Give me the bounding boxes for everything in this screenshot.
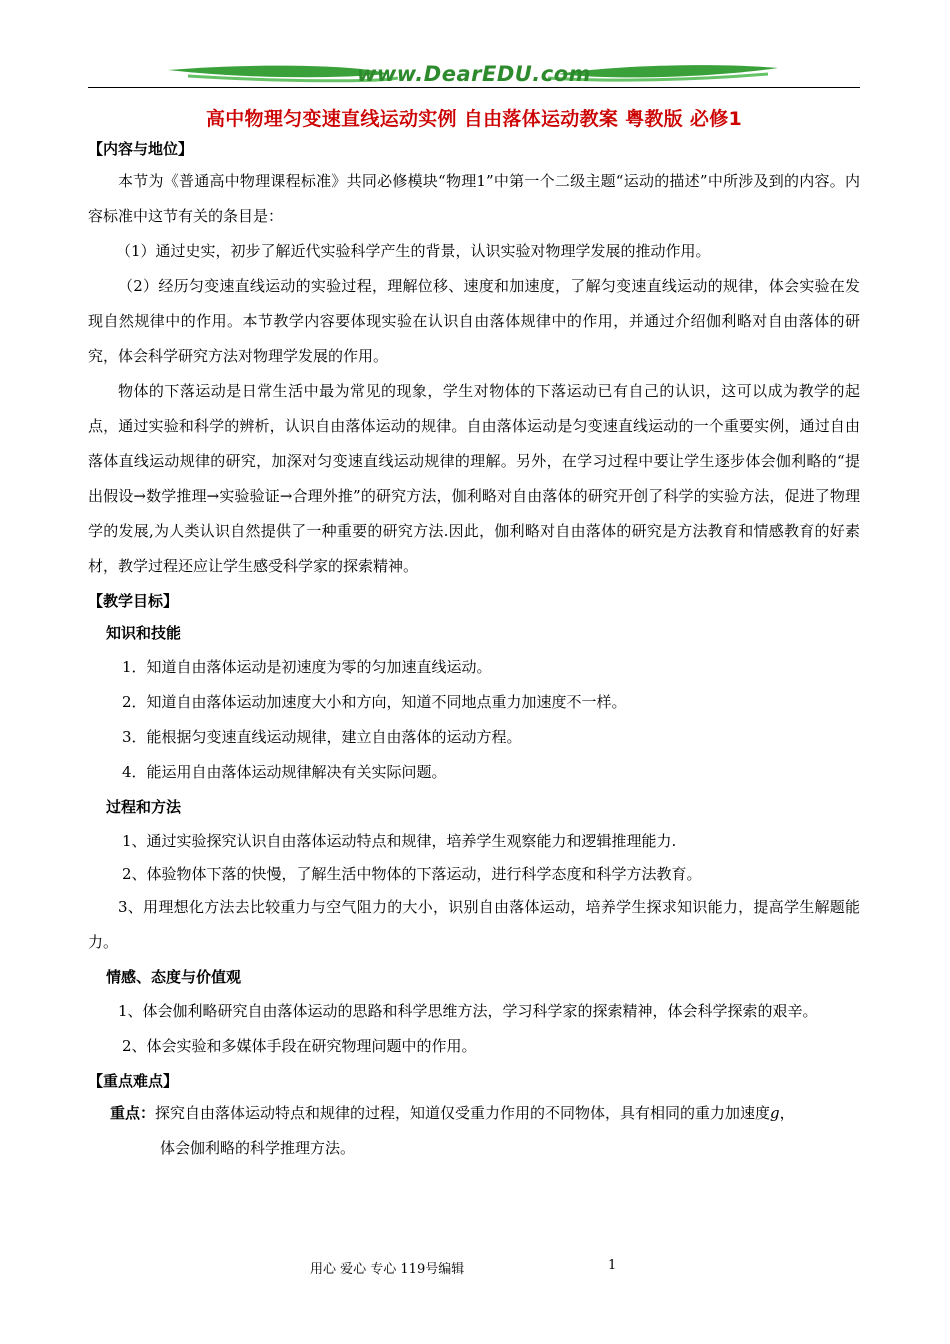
footer-note: 用心 爱心 专心 119号编辑	[310, 1262, 465, 1277]
key-point-continuation: 体会伽利略的科学推理方法。	[160, 1139, 356, 1157]
paragraph: 物体的下落运动是日常生活中最为常见的现象，学生对物体的下落运动已有自己的认识，这可以成为教学的起点，通过实验和科学的辨析，认识自由落体运动的规律。自由落体运动是匀变速直线运动的一个重要实例，通过自由落体直线运动规律的研究，加深对匀变速直线运动规律的理解。另外，在学习过程中要让学生逐步体会伽利略的“提出假设→数学推理→实验验证→合理外推”的研究方法，伽利略对自由落体的研究开创了科学的实验方法，促进了物理学的发展,为人类认识自然提供了一种重要的研究方法.因此，伽利略对自由落体的研究是方法教育和情感教育的好素材，教学过程还应让学生感受科学家的探索精神。	[88, 382, 860, 575]
key-point-line	[88, 1096, 860, 1131]
list-item: 3．能根据匀变速直线运动规律，建立自由落体的运动方程。	[122, 728, 522, 746]
key-point-label: 重点：	[110, 1104, 156, 1122]
list-item: 2、体验物体下落的快慢，了解生活中物体的下落运动，进行科学态度和科学方法教育。	[122, 865, 702, 883]
gravity-symbol: g	[770, 1104, 780, 1122]
list-item: 2、体会实验和多媒体手段在研究物理问题中的作用。	[122, 1037, 477, 1055]
list-item: 2．知道自由落体运动加速度大小和方向，知道不同地点重力加速度不一样。	[122, 693, 627, 711]
section-heading-goals: 【教学目标】	[88, 592, 179, 610]
document-title: 高中物理匀变速直线运动实例 自由落体运动教案 粤教版 必修1	[205, 108, 743, 130]
list-item: 1．知道自由落体运动是初速度为零的匀加速直线运动。	[122, 658, 492, 676]
key-point-text: 探究自由落体运动特点和规律的过程，知道仅受重力作用的不同物体，具有相同的重力加速度	[155, 1104, 771, 1122]
paragraph: （2）经历匀变速直线运动的实验过程，理解位移、速度和加速度，了解匀变速直线运动的规律，体会实验在发现自然规律中的作用。本节教学内容要体现实验在认识自由落体规律中的作用，并通过介绍伽利略对自由落体的研究，体会科学研究方法对物理学发展的作用。	[88, 277, 860, 365]
list-item: 4．能运用自由落体运动规律解决有关实际问题。	[122, 763, 447, 781]
site-header	[88, 56, 860, 96]
document-body	[88, 132, 860, 1166]
page-number: 1	[608, 1258, 617, 1273]
list-item: （1）通过史实，初步了解近代实验科学产生的背景，认识实验对物理学发展的推动作用。	[116, 242, 711, 260]
section-heading-key-points: 【重点难点】	[88, 1072, 179, 1090]
key-point-punct: ，	[779, 1104, 795, 1122]
paragraph: 本节为《普通高中物理课程标准》共同必修模块“物理1”中第一个二级主题“运动的描述”中所涉及到的内容。内容标准中这节有关的条目是：	[88, 172, 860, 225]
subheading-knowledge: 知识和技能	[106, 624, 182, 642]
list-item: 1、通过实验探究认识自由落体运动特点和规律，培养学生观察能力和逻辑推理能力.	[122, 832, 677, 850]
subheading-attitude: 情感、态度与价值观	[106, 968, 242, 986]
header-rule	[88, 87, 860, 88]
list-item: 1、体会伽利略研究自由落体运动的思路和科学思维方法，学习科学家的探索精神，体会科学探索的艰辛。	[118, 1002, 818, 1020]
section-heading-content-position: 【内容与地位】	[88, 140, 194, 158]
list-item: 3、用理想化方法去比较重力与空气阻力的大小，识别自由落体运动，培养学生探求知识能力，提高学生解题能力。	[88, 898, 860, 951]
site-logo-text: www.DearEDU.com	[356, 62, 592, 86]
subheading-process: 过程和方法	[106, 798, 182, 816]
